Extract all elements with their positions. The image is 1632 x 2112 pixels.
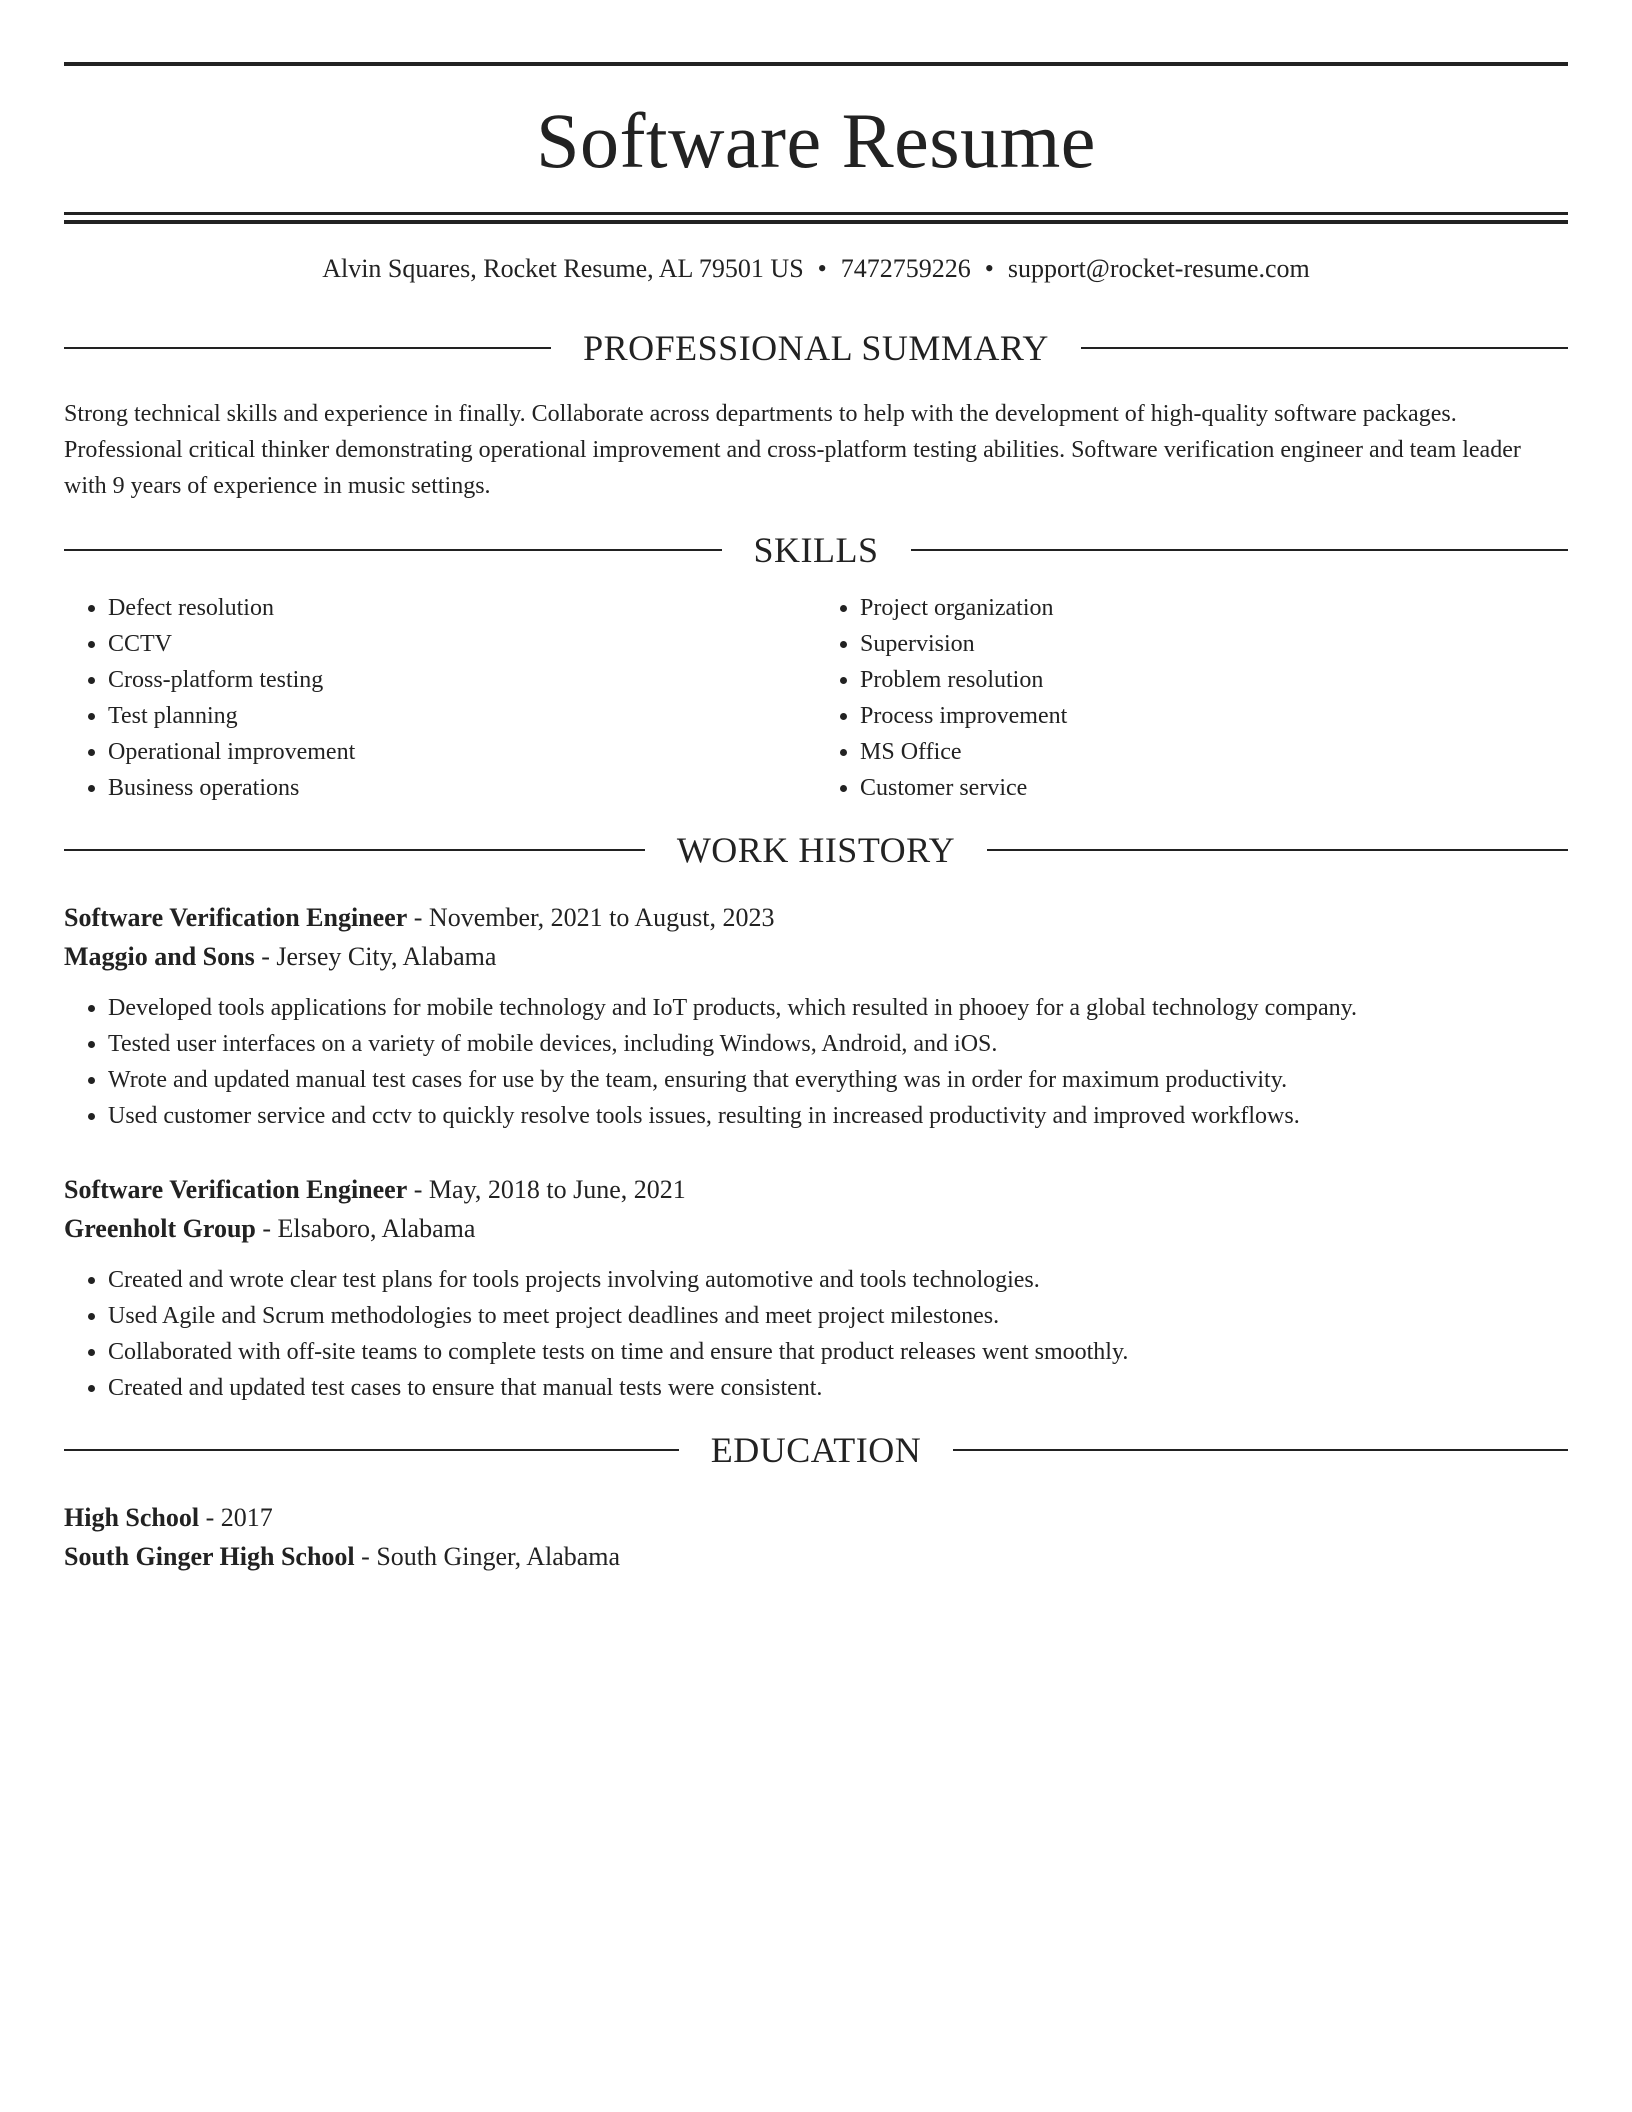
double-rule [64, 212, 1568, 215]
divider-line [1081, 347, 1568, 349]
contact-separator: • [817, 254, 827, 283]
work-heading: WORK HISTORY [676, 830, 956, 871]
job-bullet: • Used Agile and Scrum methodologies to meet project deadlines and meet project milestones. [108, 1298, 1568, 1334]
education-school-line [64, 1537, 1568, 1576]
skill-item: • Business operations [108, 770, 816, 806]
job-location: - Jersey City, Alabama [254, 942, 497, 972]
contact-separator: • [984, 254, 994, 283]
job-bullet: • Developed tools applications for mobile technology and IoT products, which resulted in phooey for a global technology company. [108, 990, 1568, 1026]
job-title: Software Verification Engineer [64, 903, 408, 933]
education-heading: EDUCATION [710, 1430, 922, 1471]
skill-item: • Supervision [860, 626, 1568, 662]
contact-line [64, 253, 1568, 284]
divider-line [64, 347, 551, 349]
skills-list [64, 590, 1568, 806]
job-bullet: • Created and updated test cases to ensure that manual tests were consistent. [108, 1370, 1568, 1406]
job-dates: - May, 2018 to June, 2021 [407, 1175, 686, 1205]
summary-heading: PROFESSIONAL SUMMARY [583, 328, 1049, 369]
skills-heading: SKILLS [753, 530, 879, 571]
job-company-line [64, 1209, 1568, 1248]
top-rule [64, 62, 1568, 66]
job-bullet: • Tested user interfaces on a variety of mobile devices, including Windows, Android, and iOS. [108, 1026, 1568, 1062]
education-location: - South Ginger, Alabama [354, 1542, 621, 1572]
job-title-line [64, 898, 1568, 937]
job-title: Software Verification Engineer [64, 1175, 408, 1205]
education-school: South Ginger High School [64, 1542, 355, 1572]
education-entry [64, 1498, 1568, 1576]
divider-line [64, 1449, 679, 1451]
education-degree: High School [64, 1503, 200, 1533]
job-company: Maggio and Sons [64, 942, 255, 972]
job-bullet: • Used customer service and cctv to quickly resolve tools issues, resulting in increased productivity and improved workflows. [108, 1098, 1568, 1134]
education-year: - 2017 [199, 1503, 273, 1533]
skills-column-left [64, 590, 816, 806]
page-title: Software Resume [536, 97, 1096, 184]
job-dates: - November, 2021 to August, 2023 [407, 903, 775, 933]
skill-item: • Project organization [860, 590, 1568, 626]
skill-item: • Defect resolution [108, 590, 816, 626]
job-bullet: • Wrote and updated manual test cases for use by the team, ensuring that everything was in order for maximum productivity. [108, 1062, 1568, 1098]
skill-item: • CCTV [108, 626, 816, 662]
job-company-line [64, 937, 1568, 976]
summary-text: Strong technical skills and experience in finally. Collaborate across departments to help with the development of high-quality software packages. Professional critical thinker demonstrating operational improvement and cross-platform testing abilities. Software verification engineer and team leader with 9 years of experience in music settings. [64, 401, 1521, 500]
skill-item: • Problem resolution [860, 662, 1568, 698]
skill-item: • Customer service [860, 770, 1568, 806]
divider-line [987, 849, 1568, 851]
education-degree-line [64, 1498, 1568, 1537]
job-bullets [64, 990, 1568, 1134]
divider-line [911, 549, 1569, 551]
work-section-heading [64, 830, 1568, 871]
divider-line [64, 549, 722, 551]
skill-item: • MS Office [860, 734, 1568, 770]
job-entry [64, 898, 1568, 1134]
contact-email: support@rocket-resume.com [1007, 254, 1310, 283]
job-company: Greenholt Group [64, 1214, 256, 1244]
skills-section-heading [64, 530, 1568, 571]
education-section-heading [64, 1430, 1568, 1471]
skills-column-right [816, 590, 1568, 806]
divider-line [953, 1449, 1568, 1451]
job-entry [64, 1170, 1568, 1406]
job-bullet: • Created and wrote clear test plans for tools projects involving automotive and tools technologies. [108, 1262, 1568, 1298]
job-bullet: • Collaborated with off-site teams to complete tests on time and ensure that product releases went smoothly. [108, 1334, 1568, 1370]
job-location: - Elsaboro, Alabama [255, 1214, 476, 1244]
skill-item: • Process improvement [860, 698, 1568, 734]
job-bullets [64, 1262, 1568, 1406]
contact-phone: 7472759226 [840, 254, 971, 283]
skill-item: • Operational improvement [108, 734, 816, 770]
summary-section-heading [64, 328, 1568, 369]
divider-line [64, 849, 645, 851]
skill-item: • Cross-platform testing [108, 662, 816, 698]
job-title-line [64, 1170, 1568, 1209]
contact-address: Alvin Squares, Rocket Resume, AL 79501 US [322, 254, 804, 283]
skill-item: • Test planning [108, 698, 816, 734]
